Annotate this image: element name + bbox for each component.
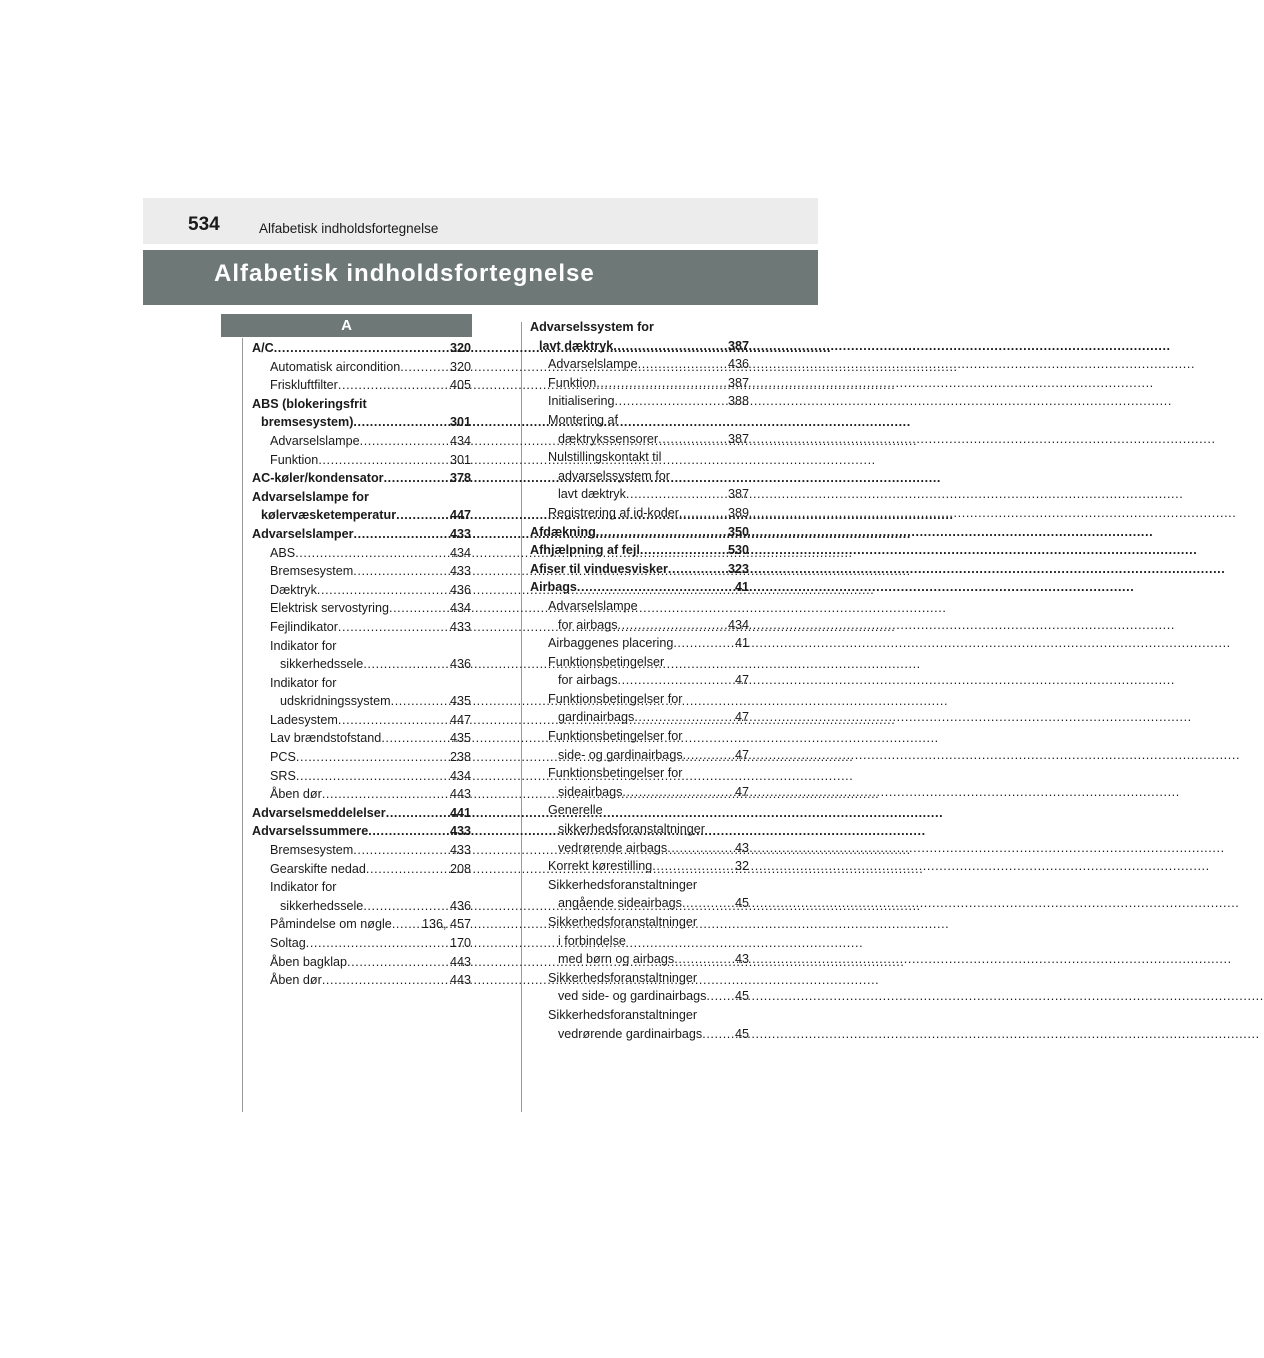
page-reference: 435 (449, 694, 471, 709)
page-reference: 435 (449, 731, 471, 746)
index-entry-text: sikkerhedsforanstaltninger (558, 822, 706, 837)
page-reference: 433 (449, 564, 471, 579)
index-entry-text: Sikkerhedsforanstaltninger (548, 1007, 698, 1022)
page-reference: 387 (727, 431, 749, 446)
dot-leader (391, 692, 449, 711)
index-entry (252, 785, 471, 804)
index-entry (530, 485, 749, 504)
page-reference: 170 (449, 936, 471, 950)
entry-label: Dæktryk (270, 582, 317, 597)
page-reference: 43 (734, 840, 749, 855)
dot-leader (363, 655, 449, 674)
index-entry (252, 339, 471, 358)
dot-leader (596, 523, 727, 542)
index-entry (530, 541, 749, 560)
index-entry-text: Advarselssystem for (530, 320, 654, 334)
index-entry (252, 451, 471, 470)
page-reference: 434 (449, 601, 471, 616)
entry-label: Advarselslampe (548, 357, 638, 372)
dot-leader (317, 581, 449, 600)
dot-leader (353, 841, 449, 860)
index-entry-text: Indikator for (270, 638, 337, 653)
page-reference: 32 (734, 859, 749, 874)
page-reference: 436 (449, 582, 471, 597)
entry-label: Airbaggenes placering (548, 636, 674, 651)
dot-leader (306, 934, 449, 953)
index-entry (252, 581, 471, 600)
page-reference: 434 (449, 545, 471, 560)
page-reference: 433 (449, 843, 471, 858)
entry-label: gardinairbags (558, 710, 635, 725)
index-entry (252, 655, 471, 674)
page-reference: 378 (449, 471, 471, 486)
entry-label: for airbags (558, 673, 618, 688)
index-entry (530, 839, 749, 858)
entry-label: Airbags (530, 580, 577, 595)
dot-leader (400, 358, 449, 377)
dot-leader (596, 374, 727, 393)
entry-label: Åben dør (270, 787, 322, 802)
page-reference: 47 (734, 710, 749, 725)
entry-label: Afhjælpning af fejl (530, 543, 640, 558)
index-entry (252, 841, 471, 860)
index-entry (252, 506, 471, 525)
entry-label: Fejlindikator (270, 619, 338, 634)
entry-label: vedrørende gardinairbags (558, 1026, 703, 1041)
dot-leader (347, 953, 449, 972)
page-reference: 447 (449, 508, 471, 523)
page-reference: 436 (449, 898, 471, 913)
dot-leader (392, 915, 421, 934)
index-entry-text: advarselssystem for (558, 468, 670, 483)
dot-leader (366, 860, 449, 879)
page-reference: 47 (734, 673, 749, 688)
dot-leader (389, 599, 449, 618)
dot-leader (683, 746, 734, 765)
page-reference: 433 (449, 619, 471, 634)
entry-label: lavt dæktryk (558, 487, 626, 502)
dot-leader (322, 785, 449, 804)
entry-label: side- og gardinairbags (558, 747, 683, 762)
page-reference: 301 (449, 415, 471, 430)
dot-leader (384, 469, 449, 488)
entry-label: sideairbags (558, 784, 623, 799)
index-column-right (530, 318, 749, 1043)
page-reference: 238 (449, 750, 471, 765)
entry-label: Ladesystem (270, 712, 338, 727)
index-entry-text: Indikator for (270, 880, 337, 895)
index-entry (252, 358, 471, 377)
page-reference: 434 (449, 433, 471, 448)
index-entry-text: Advarselslampe (548, 598, 638, 613)
entry-label: Påmindelse om nøgle (270, 917, 392, 932)
entry-label: Lav brændstofstand (270, 731, 382, 746)
dot-leader (702, 1025, 734, 1044)
index-entry (252, 953, 471, 972)
index-entry (252, 729, 471, 748)
dot-leader (674, 950, 734, 969)
page-reference: 530 (727, 543, 749, 558)
index-entry-text: i forbindelse (558, 933, 626, 948)
running-title: Alfabetisk indholdsfortegnelse (259, 221, 439, 236)
index-entry-text: Funktionsbetingelser for (548, 691, 683, 706)
entry-label: bremsesystem) (261, 415, 354, 430)
index-entry (252, 562, 471, 581)
dot-leader (353, 413, 449, 432)
page-reference: 320 (449, 341, 471, 355)
page-reference: 443 (449, 787, 471, 802)
index-entry (530, 1025, 749, 1044)
index-entry (530, 578, 749, 597)
entry-label: Automatisk aircondition (270, 359, 401, 374)
entry-label: AC-køler/kondensator (252, 471, 384, 486)
dot-leader (322, 971, 449, 990)
index-entry (252, 599, 471, 618)
index-entry (530, 430, 749, 449)
entry-label: Advarselslampe (270, 433, 360, 448)
index-entry-text: Generelle (548, 803, 603, 818)
page-reference: 387 (727, 338, 749, 353)
dot-leader (640, 541, 727, 560)
entry-label: Afdækning (530, 524, 596, 539)
dot-leader (296, 748, 449, 767)
page-reference: 47 (734, 747, 749, 762)
page-reference: 45 (734, 1026, 749, 1041)
index-entry-text: Montering af (548, 412, 619, 427)
page-reference: 45 (734, 989, 749, 1004)
index-entry (252, 432, 471, 451)
entry-label: ved side- og gardinairbags (558, 989, 707, 1004)
index-entry (252, 822, 471, 841)
page-reference: 47 (734, 784, 749, 799)
entry-label: PCS (270, 750, 296, 765)
entry-label: Afiser til vinduesvisker (530, 561, 668, 576)
index-entry (252, 748, 471, 767)
dot-leader (318, 451, 449, 470)
entry-label: vedrørende airbags (558, 840, 668, 855)
entry-label: Bremsesystem (270, 564, 354, 579)
entry-label: sikkerhedssele (280, 657, 364, 672)
page-reference: 436 (727, 357, 749, 372)
index-entry (530, 523, 749, 542)
entry-label: med børn og airbags (558, 952, 675, 967)
page-reference: 41 (734, 636, 749, 651)
entry-label: sikkerhedssele (280, 898, 364, 913)
dot-leader (360, 432, 449, 451)
dot-leader (274, 339, 449, 358)
dot-leader (381, 729, 449, 748)
entry-label: udskridningssystem (280, 694, 391, 709)
index-entry-text: Indikator for (270, 675, 337, 690)
index-entry (530, 616, 749, 635)
page-reference: 387 (727, 375, 749, 390)
index-entry (252, 618, 471, 637)
entry-label: kølervæsketemperatur (261, 508, 397, 523)
entry-label: dæktrykssensorer (558, 431, 659, 446)
entry-label: Elektrisk servostyring (270, 601, 389, 616)
index-entry-text: Funktionsbetingelser (548, 654, 665, 669)
page-reference: 389 (727, 505, 749, 520)
entry-label: Korrekt kørestilling (548, 859, 653, 874)
entry-label: Advarselssummere (252, 824, 369, 839)
index-entry (252, 915, 471, 934)
index-entry (252, 897, 471, 916)
page-reference: 387 (727, 487, 749, 502)
page-reference: 447 (449, 712, 471, 727)
entry-label: Åben bagklap (270, 954, 348, 969)
page-reference: 436 (449, 657, 471, 672)
dot-leader (667, 839, 734, 858)
page-reference: 388 (727, 394, 749, 409)
page-reference: 441 (449, 805, 471, 820)
dot-leader (338, 618, 449, 637)
entry-label: Funktion (270, 452, 319, 467)
index-entry (530, 634, 749, 653)
page-reference: 434 (727, 617, 749, 632)
dot-leader (626, 485, 727, 504)
dot-leader (638, 355, 727, 374)
dot-leader (634, 708, 734, 727)
index-entry (252, 860, 471, 879)
index-entry (530, 894, 749, 913)
index-entry (530, 337, 749, 356)
dot-leader (353, 562, 449, 581)
entry-label: for airbags (558, 617, 618, 632)
entry-label: angående sideairbags (558, 896, 682, 911)
entry-label: Soltag (270, 936, 306, 950)
index-entry-text: Advarselslampe for (252, 489, 369, 504)
page-reference: 136, 457 (421, 917, 471, 932)
entry-label: Bremsesystem (270, 843, 354, 858)
index-entry (252, 934, 471, 953)
dot-leader (613, 337, 727, 356)
entry-label: SRS (270, 768, 296, 783)
dot-leader (673, 634, 734, 653)
entry-label: lavt dæktryk (539, 338, 614, 353)
index-entry-text: Sikkerhedsforanstaltninger (548, 915, 698, 929)
dot-leader (618, 616, 727, 635)
dot-leader (652, 857, 734, 876)
index-entry (252, 469, 471, 488)
entry-label: Advarselslamper (252, 526, 354, 541)
entry-label: Advarselsmeddelelser (252, 805, 386, 820)
entry-label: ABS (270, 545, 296, 560)
index-entry (530, 355, 749, 374)
header-bar (143, 198, 818, 244)
index-entry (530, 950, 749, 969)
page-reference: 323 (727, 561, 749, 576)
dot-leader (368, 822, 449, 841)
index-entry (530, 671, 749, 690)
page-reference: 405 (449, 378, 471, 393)
dot-leader (618, 671, 734, 690)
dot-leader (706, 987, 734, 1006)
entry-label: A/C (252, 341, 274, 355)
page-reference: 433 (449, 824, 471, 839)
page-reference: 43 (734, 952, 749, 967)
page-reference: 45 (734, 896, 749, 911)
dot-leader (622, 783, 734, 802)
dot-leader (658, 430, 727, 449)
page-reference: 443 (449, 954, 471, 969)
entry-label: Gearskifte nedad (270, 861, 366, 876)
page-reference: 433 (449, 526, 471, 541)
index-entry (252, 971, 471, 990)
page-reference: 41 (734, 580, 749, 595)
index-entry-text: Funktionsbetingelser for (548, 729, 683, 744)
index-entry (530, 708, 749, 727)
dot-leader (386, 804, 449, 823)
page-number: 534 (188, 214, 220, 235)
page-title: Alfabetisk indholdsfortegnelse (214, 260, 595, 287)
index-entry-text: Funktionsbetingelser for (548, 766, 683, 781)
index-entry (530, 783, 749, 802)
page-reference: 301 (449, 452, 471, 467)
index-column-left (252, 339, 471, 990)
index-entry-text: Sikkerhedsforanstaltninger (548, 970, 698, 985)
entry-label: Friskluftfilter (270, 378, 338, 393)
index-entry (252, 525, 471, 544)
dot-leader (295, 544, 449, 563)
index-entry (530, 504, 749, 523)
entry-label: Registrering af id-koder (548, 505, 679, 520)
dot-leader (682, 894, 734, 913)
dot-leader (396, 506, 449, 525)
entry-label: Funktion (548, 375, 597, 390)
column-divider-left (242, 338, 243, 1112)
page-reference: 350 (727, 524, 749, 539)
index-entry (252, 413, 471, 432)
dot-leader (668, 560, 727, 579)
index-entry (252, 711, 471, 730)
entry-label: Åben dør (270, 973, 322, 988)
dot-leader (679, 504, 727, 523)
dot-leader (296, 767, 449, 786)
dot-leader (354, 525, 449, 544)
index-entry (530, 857, 749, 876)
section-letter-heading: A (221, 314, 472, 337)
page-reference: 434 (449, 768, 471, 783)
entry-label: Initialisering (548, 394, 615, 409)
index-entry (252, 376, 471, 395)
index-entry (252, 804, 471, 823)
index-entry (252, 767, 471, 786)
page-reference: 320 (449, 359, 471, 374)
index-entry-text: Sikkerhedsforanstaltninger (548, 877, 698, 892)
index-entry-text: ABS (blokeringsfrit (252, 396, 367, 411)
dot-leader (338, 711, 449, 730)
index-entry (530, 560, 749, 579)
dot-leader (338, 376, 449, 395)
index-entry (530, 987, 749, 1006)
index-entry (530, 746, 749, 765)
dot-leader (363, 897, 449, 916)
dot-leader (615, 392, 727, 411)
index-entry (252, 544, 471, 563)
index-entry (530, 374, 749, 393)
dot-leader (577, 578, 734, 597)
index-entry (252, 692, 471, 711)
page-reference: 443 (449, 973, 471, 988)
page-reference: 208 (449, 861, 471, 876)
index-entry-text: Nulstillingskontakt til (548, 450, 662, 465)
index-entry (530, 392, 749, 411)
